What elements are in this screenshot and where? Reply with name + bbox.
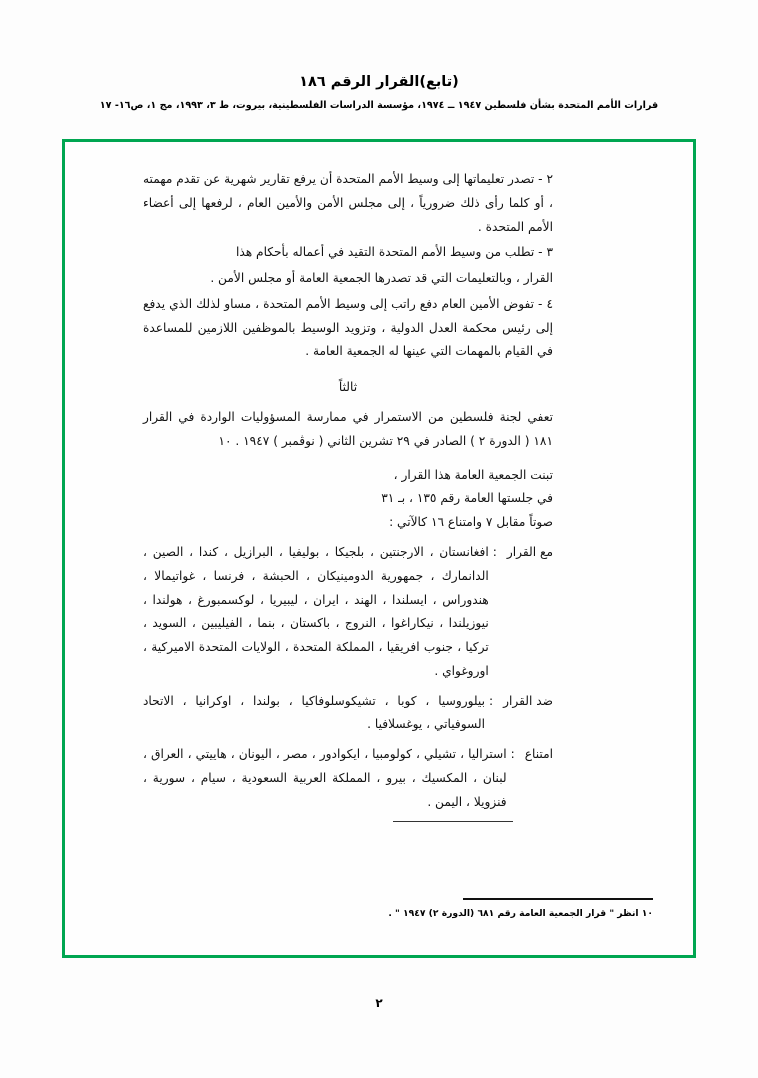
vote-separator: : (510, 747, 515, 762)
vote-group-abstain (143, 743, 553, 814)
document-body (143, 168, 553, 822)
paragraph-third-body: تعفي لجنة فلسطين من الاستمرار في ممارسة المسؤوليات الواردة في القرار ١٨١ ( الدورة ٢ ) الصادر في ٢٩ تشرين الثاني ( نوڤمبر ) ١٩٤٧ . ١٠ (143, 410, 553, 448)
vote-label-against: ضد القرار (503, 693, 553, 708)
footnote-text: ١٠ انظر " قرار الجمعية العامة رقم ٦٨١ (الدورة ٢) ١٩٤٧ " . (388, 908, 653, 919)
footnote-divider (463, 898, 653, 900)
document-header (0, 0, 758, 111)
adoption-line-2: في جلستها العامة رقم ١٣٥ ، بـ ٣١ (381, 491, 553, 506)
page-subtitle: قرارات الأمم المتحدة بشأن فلسطين ١٩٤٧ ــ ١٩٧٤، مؤسسة الدراسات الفلسطينية، بيروت، ط ٣، ١٩٩٣، مج ١، ص١٦- ١٧ (99, 100, 659, 111)
content-frame (62, 139, 696, 958)
inline-divider (393, 821, 513, 822)
page-title: (تابع)القرار الرقم ١٨٦ (299, 74, 459, 90)
adoption-line-1: تبنت الجمعية العامة هذا القرار ، (393, 467, 553, 482)
vote-group-against (143, 690, 553, 738)
paragraph-item-3-cont: القرار ، وبالتعليمات التي قد تصدرها الجمعية العامة أو مجلس الأمن . (210, 271, 553, 286)
vote-group-in-favour (143, 541, 553, 684)
adoption-note (143, 464, 553, 535)
vote-separator: : (492, 544, 497, 559)
vote-separator: : (489, 693, 494, 708)
vote-label-abstain: امتناع (524, 747, 553, 762)
paragraph-item-4: ٤ - تفوض الأمين العام دفع راتب إلى وسيط الأمم المتحدة ، مساو لذلك الذي يدفع إلى رئيس محكمة العدل الدولية ، وتزويد الوسيط بالموظفين اللازمين للمساعدة في القيام بالمهمات التي عينها له الجمعية العامة . (143, 296, 553, 359)
vote-countries-against: بيلوروسيا ، كوبا ، تشيكوسلوفاكيا ، بولندا ، اوكرانيا ، الاتحاد السوفياتي ، يوغسلافيا . (143, 693, 485, 732)
vote-label-in-favour: مع القرار (506, 544, 553, 559)
vote-countries-in-favour: افغانستان ، الارجنتين ، بلجيكا ، بوليفيا ، البرازيل ، كندا ، الصين ، الدانمارك ، جمهورية الدومينيكان ، الحبشة ، فرنسا ، غواتيمالا ، هندوراس ، ايسلندا ، الهند ، ايران ، ليبيريا ، لوكسمبورغ ، هولندا ، نيوزيلندا ، نيكاراغوا ، النروج ، باكستان ، بنما ، الفيليبين ، السويد ، تركيا ، جنوب افريقيا ، المملكة المتحدة ، الولايات المتحدة الاميركية ، اوروغواي . (143, 544, 489, 678)
adoption-line-3: صوتاً مقابل ٧ وامتناع ١٦ كالآتي : (389, 515, 553, 530)
paragraph-item-3: ٣ - تطلب من وسيط الأمم المتحدة التقيد في أعماله بأحكام هذا (235, 245, 553, 260)
section-heading-third: ثالثاً (338, 380, 358, 395)
footnote-area (105, 898, 653, 919)
paragraph-item-2: ٢ - تصدر تعليماتها إلى وسيط الأمم المتحدة أن يرفع تقارير شهرية عن تقدم مهمته ، أو كلما رأى ذلك ضرورياً ، إلى مجلس الأمن والأمين العام ، لرفعها إلى أعضاء الأمم المتحدة . (143, 172, 553, 234)
vote-countries-abstain: استراليا ، تشيلي ، كولومبيا ، ايكوادور ، مصر ، اليونان ، هاييتي ، العراق ، لبنان ، المكسيك ، بيرو ، المملكة العربية السعودية ، سيام ، سورية ، فنزويلا ، اليمن . (143, 747, 507, 809)
page-number: ٢ (375, 996, 383, 1010)
